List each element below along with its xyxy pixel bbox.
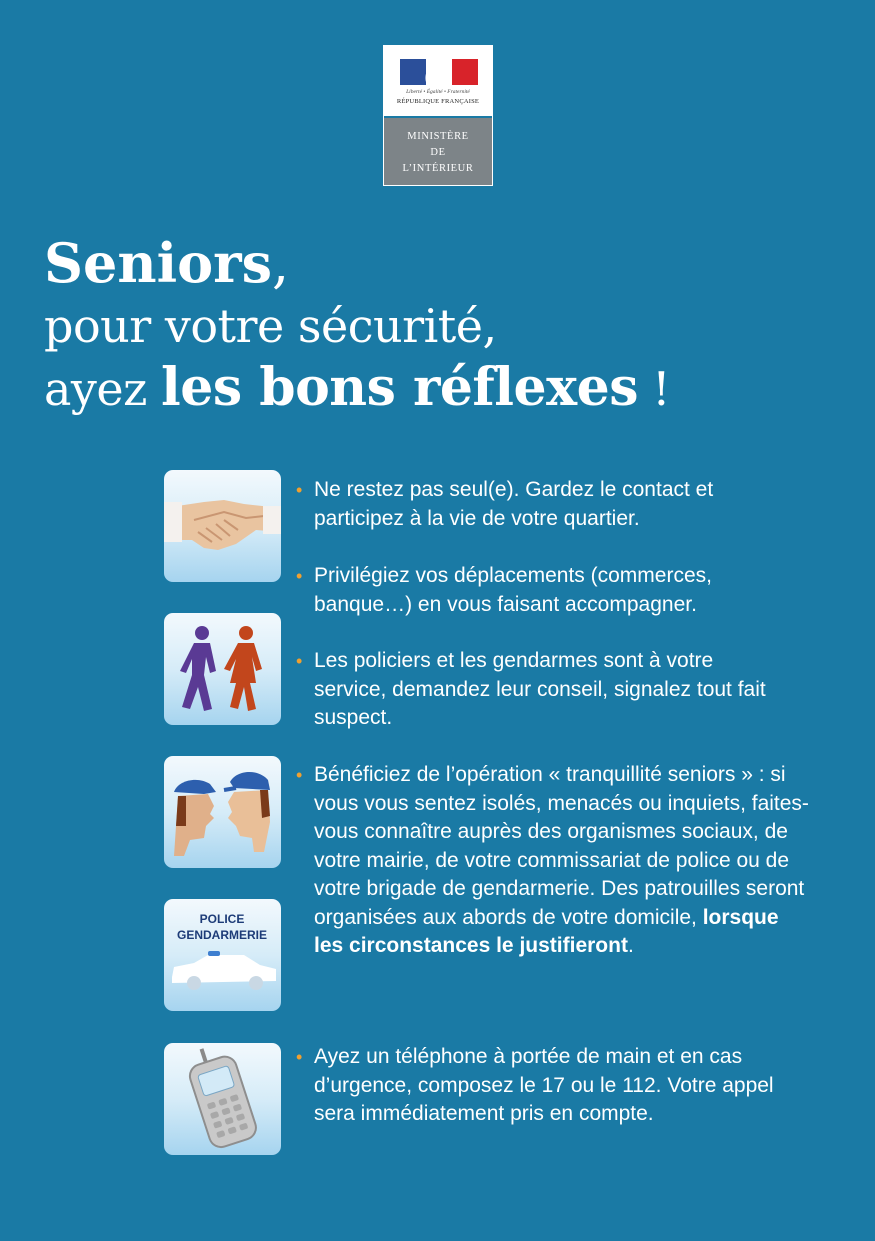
bullet-item-1 — [296, 476, 806, 533]
title-line-3-suffix: ! — [638, 362, 671, 416]
bullet-item-5 — [296, 1043, 811, 1129]
mobile-phone-icon — [164, 1043, 281, 1155]
title-line-3-bold: les bons réflexes — [161, 357, 638, 418]
bullet-text-2: Privilégiez vos déplacements (commerces, banque…) en vous faisant accompagner. — [314, 564, 712, 616]
ministry-line-2: DE — [430, 147, 446, 158]
police-car-icon — [164, 899, 281, 1011]
republic-motto: Liberté • Égalité • Fraternité — [406, 89, 470, 95]
bullet-dot-icon: • — [296, 765, 303, 785]
title-line-3 — [44, 357, 844, 420]
handshake-icon — [164, 470, 281, 582]
bullet-item-4 — [296, 761, 811, 961]
bullet-dot-icon: • — [296, 566, 303, 586]
marianne-block — [384, 46, 492, 116]
bullet-dot-icon: • — [296, 651, 303, 671]
bullet-item-3 — [296, 647, 766, 733]
police-label-1: POLICE — [199, 912, 245, 926]
bullet-text-4-main: Bénéficiez de l’opération « tranquillité seniors » : si vous vous sentez isolés, menacés ou inquiets, faites-vous connaître auprès des organismes sociaux, de votre mairie, de votre commissariat de police ou de votre brigade de gendarmerie. Des patrouilles seront organisées aux abords de votre domicile, — [314, 763, 809, 929]
title-comma: , — [272, 232, 290, 295]
title-line-1 — [44, 232, 844, 295]
ministry-name-block — [384, 118, 492, 185]
title-seniors: Seniors — [44, 231, 272, 295]
marianne-flag-icon — [400, 59, 478, 85]
ministry-line-3: L’INTÉRIEUR — [402, 163, 474, 174]
republic-name: RÉPUBLIQUE FRANÇAISE — [396, 98, 480, 105]
title-line-2: pour votre sécurité, — [44, 299, 497, 353]
ministry-line-1: MINISTÈRE — [407, 131, 469, 142]
walking-people-icon — [164, 613, 281, 725]
page-title — [44, 232, 844, 420]
bullet-text-4-end: . — [627, 934, 634, 957]
bullet-text-4-bold: lorsque les circonstances le justifieront — [314, 905, 779, 957]
officers-talking-icon — [164, 756, 281, 868]
bullet-item-2 — [296, 562, 806, 619]
bullet-dot-icon: • — [296, 1047, 303, 1067]
ministry-logo — [383, 45, 493, 186]
bullet-text-3: Les policiers et les gendarmes sont à votre service, demandez leur conseil, signalez tout fait suspect. — [314, 649, 766, 729]
bullet-text-4 — [296, 761, 811, 961]
bullet-text-1: Ne restez pas seul(e). Gardez le contact et participez à la vie de votre quartier. — [314, 478, 714, 530]
bullet-text-5: Ayez un téléphone à portée de main et en cas d’urgence, composez le 17 ou le 112. Votre appel sera immédiatement pris en compte. — [314, 1045, 774, 1125]
bullet-dot-icon: • — [296, 480, 303, 500]
title-line-3-prefix: ayez — [44, 362, 161, 416]
police-label-2: GENDARMERIE — [176, 928, 268, 942]
